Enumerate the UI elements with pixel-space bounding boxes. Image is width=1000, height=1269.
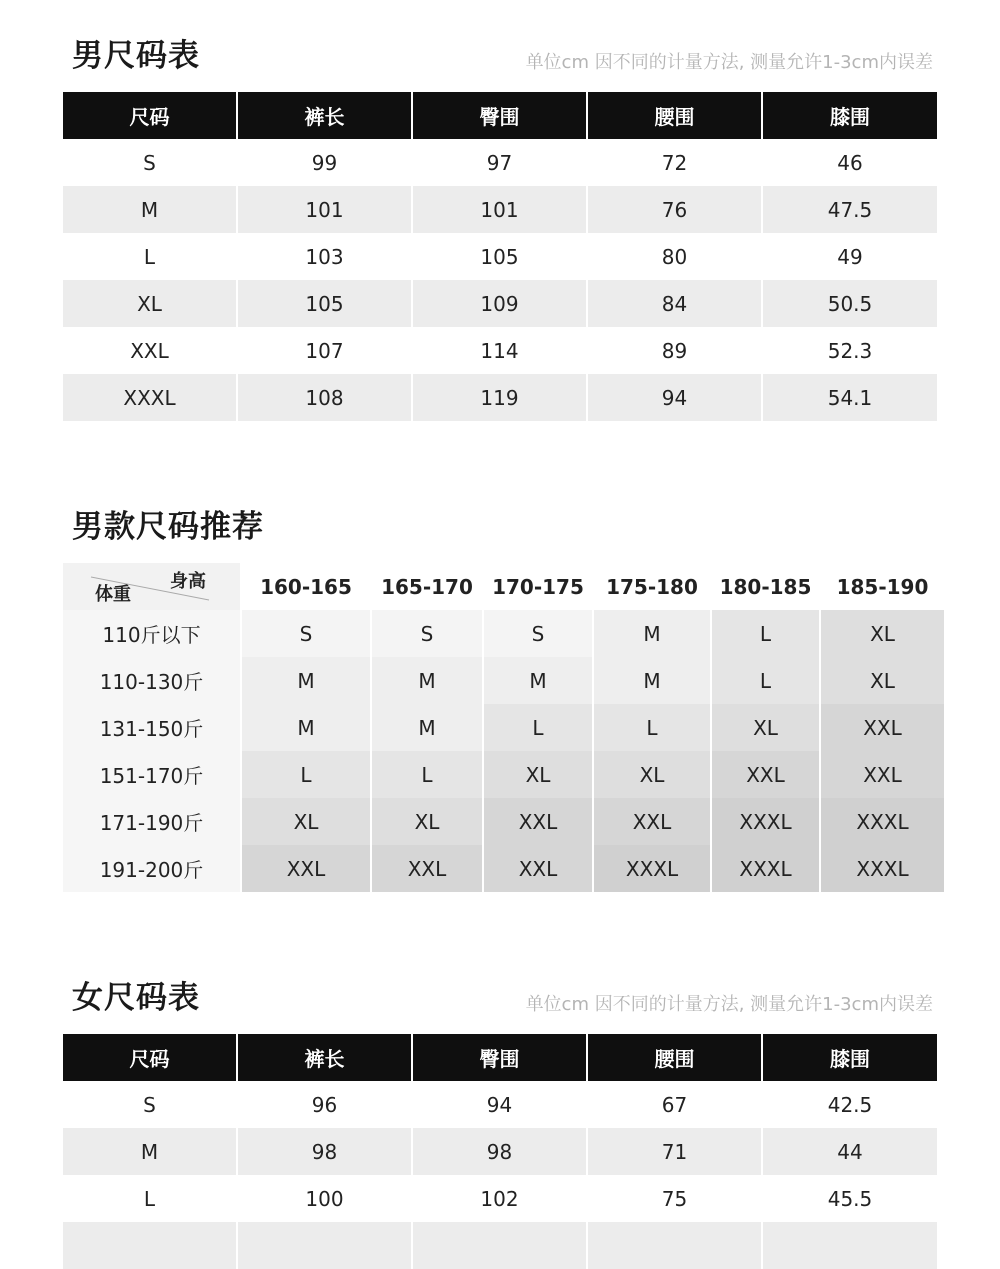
header-cell: 膝围	[763, 92, 937, 139]
weight-label: 151-170斤	[63, 751, 240, 798]
header-cell: 裤长	[238, 1034, 411, 1081]
table-row	[63, 327, 937, 374]
header-cell: 腰围	[588, 1034, 761, 1081]
table-cell: 47.5	[763, 186, 937, 233]
table-cell: 102	[480, 1186, 519, 1211]
size-cell: XXXL	[712, 798, 819, 845]
table-cell: M	[63, 186, 236, 233]
table-cell: 94	[486, 1092, 513, 1117]
diagonal-divider	[63, 563, 240, 610]
table-cell: 97	[486, 150, 513, 175]
table-cell: 84	[588, 280, 761, 327]
table-cell	[238, 1222, 411, 1269]
table-row	[63, 186, 937, 233]
size-cell: XL	[372, 798, 482, 845]
table-cell: 44	[763, 1128, 937, 1175]
table-cell	[763, 1222, 937, 1269]
table-cell: 108	[238, 374, 411, 421]
size-recommendation-table	[63, 563, 937, 892]
size-cell: XL	[821, 610, 944, 657]
corner-cell	[63, 563, 240, 610]
table-cell: 76	[588, 186, 761, 233]
size-cell: XXL	[484, 845, 592, 892]
table-row	[63, 1175, 937, 1222]
size-cell: XL	[712, 704, 819, 751]
table-cell: 94	[588, 374, 761, 421]
recommend-row	[63, 657, 937, 704]
table-cell: 105	[480, 244, 519, 269]
table-cell: XXL	[130, 338, 169, 363]
table-cell: 99	[311, 150, 338, 175]
size-cell: XL	[821, 657, 944, 704]
table-cell	[63, 1222, 236, 1269]
height-header: 180-185	[719, 574, 812, 599]
size-cell: XXL	[484, 798, 592, 845]
women-table-header	[63, 1034, 937, 1081]
table-cell: 105	[238, 280, 411, 327]
size-cell: S	[242, 610, 370, 657]
size-cell: XXL	[821, 704, 944, 751]
size-cell: M	[242, 657, 370, 704]
table-cell: XL	[63, 280, 236, 327]
table-row	[63, 233, 937, 280]
size-cell: XXL	[712, 751, 819, 798]
table-cell: 50.5	[763, 280, 937, 327]
women-table-note: 单位cm 因不同的计量方法, 测量允许1-3cm内误差	[525, 994, 933, 1015]
table-row	[63, 1081, 937, 1128]
weight-label: 110斤以下	[63, 610, 240, 657]
table-cell: S	[143, 1092, 156, 1117]
height-header: 185-190	[836, 574, 929, 599]
table-row	[63, 280, 937, 327]
header-cell: 膝围	[763, 1034, 937, 1081]
women-size-table	[63, 1034, 937, 1269]
size-cell: L	[242, 751, 370, 798]
size-cell: XXL	[594, 798, 710, 845]
table-cell: 101	[238, 186, 411, 233]
size-cell: S	[372, 610, 482, 657]
size-cell: M	[242, 704, 370, 751]
recommend-header-row	[63, 563, 937, 610]
table-cell: 54.1	[763, 374, 937, 421]
table-cell: 67	[661, 1092, 688, 1117]
recommend-row	[63, 610, 937, 657]
table-cell: 46	[837, 150, 863, 175]
table-cell: L	[143, 1186, 156, 1211]
table-cell: 107	[305, 338, 344, 363]
weight-label: 110-130斤	[63, 657, 240, 704]
table-row	[63, 1128, 937, 1175]
table-cell: 89	[661, 338, 688, 363]
size-cell: M	[594, 610, 710, 657]
corner-weight-label: 体重	[95, 584, 131, 605]
size-cell: S	[484, 610, 592, 657]
header-cell: 腰围	[588, 92, 761, 139]
table-cell: 114	[480, 338, 519, 363]
table-cell: 49	[837, 244, 863, 269]
men-table-title: 男尺码表	[72, 38, 200, 74]
header-cell: 尺码	[63, 1034, 236, 1081]
table-cell: 103	[305, 244, 344, 269]
table-row	[63, 374, 937, 421]
size-cell: XXL	[821, 751, 944, 798]
table-cell: 100	[305, 1186, 344, 1211]
size-cell: XXL	[372, 845, 482, 892]
table-cell	[588, 1222, 761, 1269]
table-cell: 71	[588, 1128, 761, 1175]
size-cell: L	[712, 657, 819, 704]
header-cell: 尺码	[63, 92, 236, 139]
men-size-table	[63, 92, 937, 421]
men-table-note: 单位cm 因不同的计量方法, 测量允许1-3cm内误差	[525, 52, 933, 73]
size-cell: M	[372, 657, 482, 704]
women-table-title: 女尺码表	[72, 980, 200, 1016]
height-header: 165-170	[381, 574, 473, 599]
size-cell: XXXL	[821, 845, 944, 892]
recommend-row	[63, 704, 937, 751]
table-cell: 101	[413, 186, 586, 233]
men-table-header	[63, 92, 937, 139]
recommend-title: 男款尺码推荐	[72, 509, 264, 545]
size-cell: XL	[484, 751, 592, 798]
table-cell: 72	[661, 150, 688, 175]
table-cell: S	[143, 150, 156, 175]
height-header: 170-175	[492, 574, 584, 599]
size-cell: XXXL	[712, 845, 819, 892]
table-cell: 80	[661, 244, 688, 269]
recommend-row	[63, 798, 937, 845]
table-cell: XXXL	[63, 374, 236, 421]
size-cell: L	[594, 704, 710, 751]
header-cell: 裤长	[238, 92, 411, 139]
table-cell: 52.3	[827, 338, 873, 363]
height-header: 160-165	[260, 574, 352, 599]
size-cell: XXXL	[821, 798, 944, 845]
table-row	[63, 139, 937, 186]
size-cell: L	[372, 751, 482, 798]
corner-height-label: 身高	[170, 571, 206, 592]
table-cell: 45.5	[827, 1186, 873, 1211]
weight-label: 171-190斤	[63, 798, 240, 845]
table-cell: L	[143, 244, 156, 269]
table-cell: 96	[311, 1092, 338, 1117]
recommend-row	[63, 751, 937, 798]
table-cell: 119	[413, 374, 586, 421]
table-cell	[413, 1222, 586, 1269]
table-cell: 98	[413, 1128, 586, 1175]
size-cell: XXL	[242, 845, 370, 892]
table-cell: 98	[238, 1128, 411, 1175]
table-cell: M	[63, 1128, 236, 1175]
height-header: 175-180	[606, 574, 698, 599]
size-cell: L	[712, 610, 819, 657]
header-cell: 臀围	[413, 92, 586, 139]
size-cell: XL	[242, 798, 370, 845]
weight-label: 191-200斤	[63, 845, 240, 892]
size-cell: XL	[594, 751, 710, 798]
weight-label: 131-150斤	[63, 704, 240, 751]
recommend-row	[63, 845, 937, 892]
size-cell: L	[484, 704, 592, 751]
size-cell: XXXL	[594, 845, 710, 892]
size-cell: M	[484, 657, 592, 704]
size-cell: M	[372, 704, 482, 751]
table-cell: 42.5	[827, 1092, 873, 1117]
table-cell: 75	[661, 1186, 688, 1211]
size-cell: M	[594, 657, 710, 704]
table-row	[63, 1222, 937, 1269]
table-cell: 109	[413, 280, 586, 327]
header-cell: 臀围	[413, 1034, 586, 1081]
